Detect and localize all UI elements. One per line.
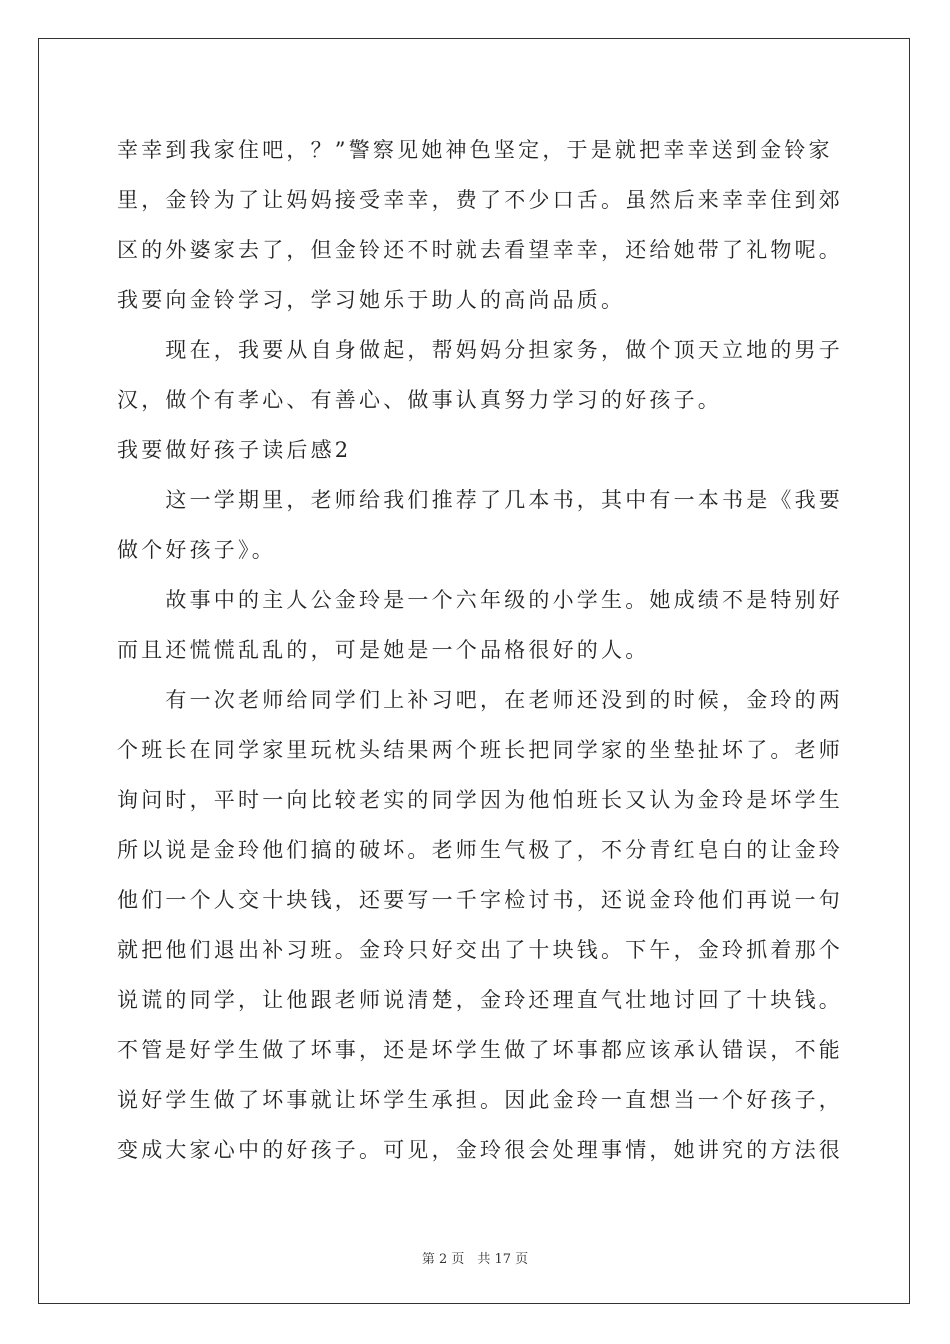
text-line: 做个好孩子》。 xyxy=(117,538,276,562)
text-line: 现在，我要从自身做起，帮妈妈分担家务，做个顶天立地的男子 xyxy=(117,338,843,362)
page-footer xyxy=(0,1248,950,1267)
text-line: 询问时，平时一向比较老实的同学因为他怕班长又认为金玲是坏学生 xyxy=(117,788,843,812)
text-line: 而且还慌慌乱乱的，可是她是一个品格很好的人。 xyxy=(117,638,650,662)
text-line: 有一次老师给同学们上补习吧，在老师还没到的时候，金玲的两 xyxy=(117,688,843,712)
text-line: 他们一个人交十块钱，还要写一千字检讨书，还说金玲他们再说一句 xyxy=(117,888,843,912)
text-line: 幸幸到我家住吧，？”警察见她神色坚定，于是就把幸幸送到金铃家 xyxy=(117,138,833,162)
text-line: 我要向金铃学习，学习她乐于助人的高尚品质。 xyxy=(117,288,626,312)
text-line: 里，金铃为了让妈妈接受幸幸，费了不少口舌。虽然后来幸幸住到郊 xyxy=(117,188,843,212)
text-line: 就把他们退出补习班。金玲只好交出了十块钱。下午，金玲抓着那个 xyxy=(117,938,843,962)
page-border xyxy=(38,38,910,1304)
text-line: 说好学生做了坏事就让坏学生承担。因此金玲一直想当一个好孩子， xyxy=(117,1088,843,1112)
text-line: 汉，做个有孝心、有善心、做事认真努力学习的好孩子。 xyxy=(117,388,722,412)
text-line: 个班长在同学家里玩枕头结果两个班长把同学家的坐垫扯坏了。老师 xyxy=(117,738,843,762)
page-number-label: 第 2 页 共 17 页 xyxy=(421,1252,529,1267)
section-heading: 我要做好孩子读后感2 xyxy=(117,438,352,462)
text-line: 这一学期里，老师给我们推荐了几本书，其中有一本书是《我要 xyxy=(117,488,843,512)
text-line: 区的外婆家去了，但金铃还不时就去看望幸幸，还给她带了礼物呢。 xyxy=(117,238,843,262)
text-line: 说谎的同学，让他跟老师说清楚，金玲还理直气壮地讨回了十块钱。 xyxy=(117,988,843,1012)
text-line: 所以说是金玲他们搞的破坏。老师生气极了，不分青红皂白的让金玲 xyxy=(117,838,843,862)
text-line: 变成大家心中的好孩子。可见，金玲很会处理事情，她讲究的方法很 xyxy=(117,1138,843,1162)
text-line: 故事中的主人公金玲是一个六年级的小学生。她成绩不是特别好 xyxy=(117,588,843,612)
text-line: 不管是好学生做了坏事，还是坏学生做了坏事都应该承认错误，不能 xyxy=(117,1038,843,1062)
